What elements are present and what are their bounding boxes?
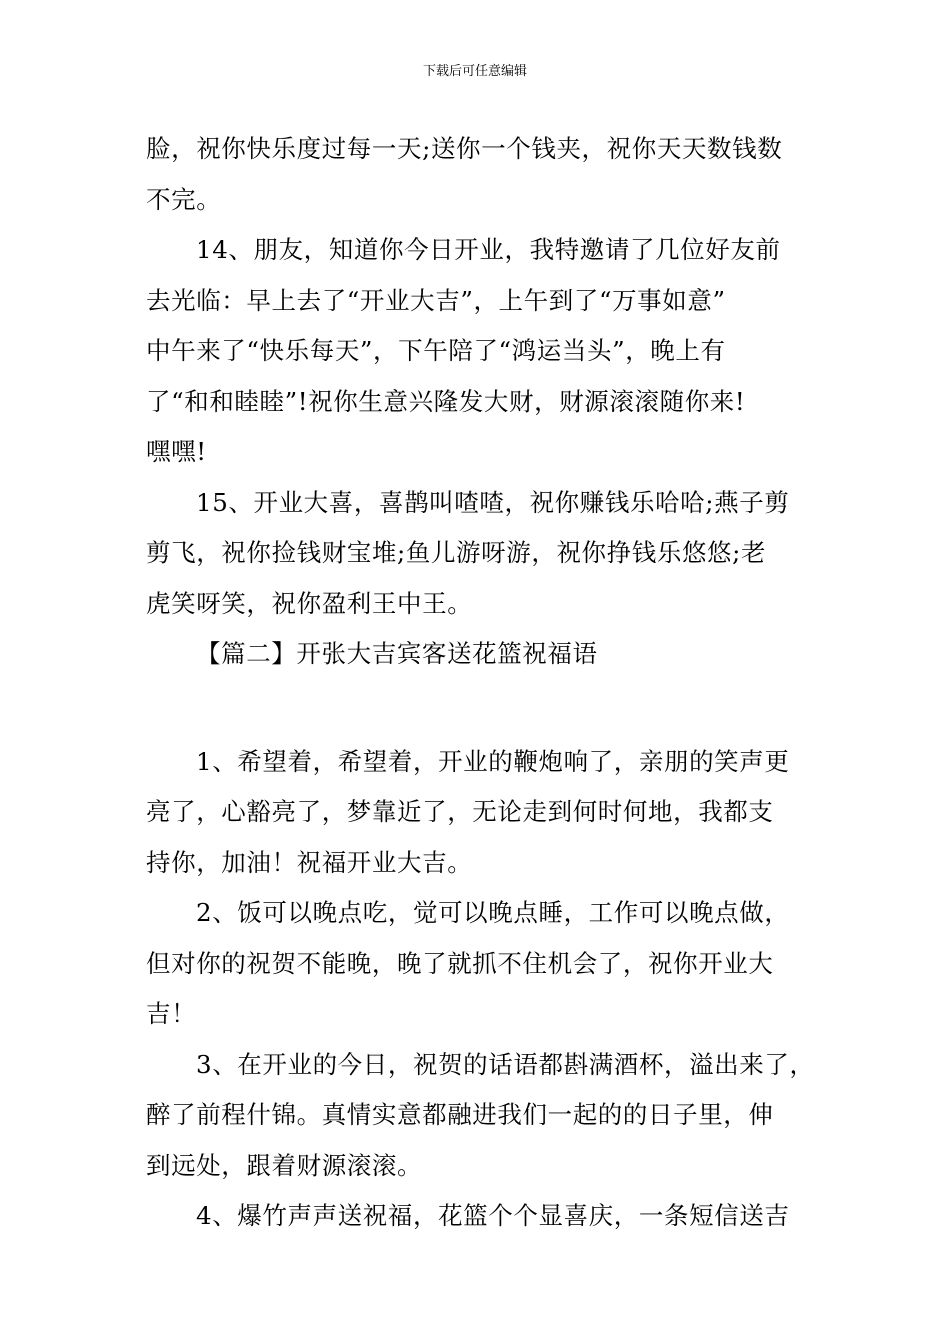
text-line: 吉！: [146, 999, 197, 1028]
text-line: 但对你的祝贺不能晚，晚了就抓不住机会了，祝你开业大: [146, 948, 774, 978]
text-line: 剪飞，祝你捡钱财宝堆;鱼儿游呀游，祝你挣钱乐悠悠;老: [146, 538, 767, 567]
document-body: [146, 124, 822, 1242]
text-line: 不完。: [146, 184, 222, 214]
paragraph-item-1: [146, 737, 822, 889]
paragraph-continuation: [146, 124, 822, 225]
text-line: 中午来了“快乐每天”，下午陪了“鸿运当头”，晚上有: [146, 336, 726, 365]
text-line: 3、在开业的今日，祝贺的话语都斟满酒杯，溢出来了，: [196, 1049, 815, 1079]
paragraph-item-4: [146, 1191, 822, 1242]
text-line: 15、开业大喜，喜鹊叫喳喳，祝你赚钱乐哈哈;燕子剪: [196, 487, 790, 517]
text-line: 4、爆竹声声送祝福，花篮个个显喜庆，一条短信送吉: [196, 1201, 790, 1230]
paragraph-item-3: [146, 1040, 822, 1192]
text-line: 2、饭可以晚点吃，觉可以晚点睡，工作可以晚点做，: [196, 898, 790, 927]
text-line: 去光临：早上去了“开业大吉”，上午到了“万事如意”: [146, 285, 726, 315]
text-line: 亮了，心豁亮了，梦靠近了，无论走到何时何地，我都支: [146, 797, 774, 826]
text-line: 嘿嘿!: [146, 437, 207, 466]
text-line: 1、希望着，希望着，开业的鞭炮响了，亲朋的笑声更: [196, 746, 790, 776]
blank-spacer: [146, 680, 822, 737]
text-line: 虎笑呀笑，祝你盈利王中王。: [146, 588, 473, 618]
text-line: 14、朋友，知道你今日开业，我特邀请了几位好友前: [196, 235, 781, 264]
text-line: 了“和和睦睦”!祝你生意兴隆发大财，财源滚滚随你来!: [146, 386, 746, 416]
text-line: 持你，加油！祝福开业大吉。: [146, 847, 473, 877]
text-line: 脸，祝你快乐度过每一天;送你一个钱夹，祝你天天数钱数: [146, 134, 783, 163]
page-header: 下载后可任意编辑: [422, 64, 527, 79]
paragraph-item-15: [146, 478, 822, 630]
section-heading: 【篇二】开张大吉宾客送花篮祝福语: [196, 639, 598, 668]
paragraph-item-14: [146, 225, 822, 478]
paragraph-item-2: [146, 888, 822, 1040]
text-line: 醉了前程什锦。真情实意都融进我们一起的的日子里，伸: [146, 1100, 774, 1129]
text-line: 到远处，跟着财源滚滚。: [146, 1150, 423, 1180]
